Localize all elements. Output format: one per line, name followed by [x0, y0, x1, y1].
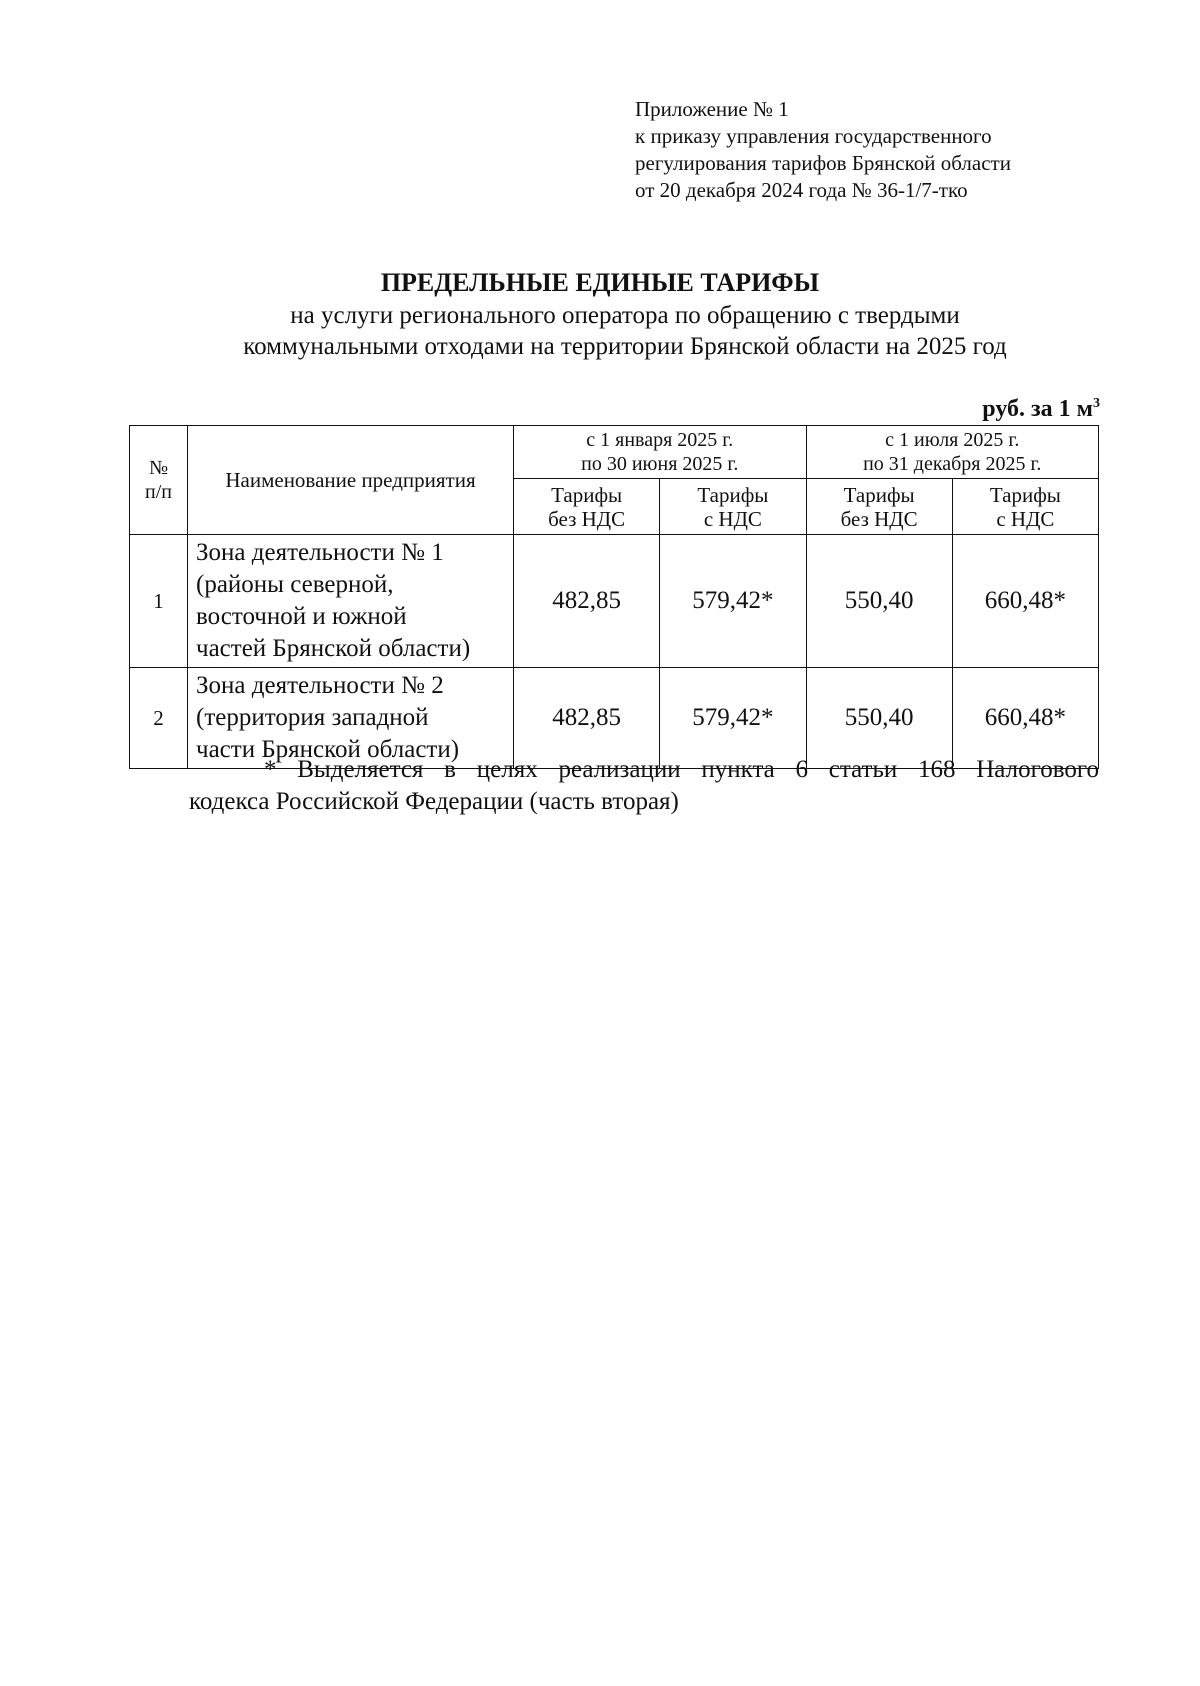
tariff-table — [129, 425, 1099, 769]
header-tariff-word: Тарифы — [989, 482, 1061, 507]
name-line: (районы северной, — [196, 571, 394, 598]
header-vat-label: с НДС — [703, 506, 762, 531]
header-vat-label: без НДС — [548, 506, 626, 531]
appendix-line: от 20 декабря 2024 года № 36-1/7-тко — [635, 178, 968, 202]
header-period-2 — [806, 426, 1099, 479]
header-vat-label: с НДС — [996, 506, 1055, 531]
name-line: частей Брянской области) — [196, 635, 471, 662]
name-line: (территория западной — [196, 704, 429, 731]
header-period-line: с 1 июля 2025 г. — [885, 429, 1020, 451]
row-number: 2 — [130, 668, 188, 769]
name-line: Зона деятельности № 1 — [196, 539, 444, 566]
unit-label — [900, 396, 1100, 423]
header-tariff-no-vat-2 — [806, 479, 952, 535]
tariff-value: 550,40 — [806, 535, 952, 668]
unit-superscript: 3 — [1093, 396, 1100, 411]
tariff-value: 660,48* — [952, 535, 1098, 668]
header-period-line: по 30 июня 2025 г. — [581, 453, 739, 475]
header-period-1 — [514, 426, 807, 479]
tariff-value: 550,40 — [806, 668, 952, 769]
appendix-line: к приказу управления государственного — [635, 124, 992, 148]
row-number: 1 — [130, 535, 188, 668]
document-subtitle — [0, 300, 1200, 362]
header-tariff-word: Тарифы — [551, 482, 623, 507]
header-tariff-word: Тарифы — [843, 482, 915, 507]
document-title: ПРЕДЕЛЬНЫЕ ЕДИНЫЕ ТАРИФЫ — [380, 268, 820, 297]
header-tariff-no-vat-1 — [514, 479, 660, 535]
footnote-line: * Выделяется в целях реализации пункта 6 статьи 168 Налогового — [264, 756, 1099, 783]
appendix-block — [635, 96, 1011, 204]
header-tariff-with-vat-1 — [660, 479, 806, 535]
header-num-line: № — [148, 457, 169, 479]
header-tariff-word: Тарифы — [697, 482, 769, 507]
tariff-value: 660,48* — [952, 668, 1098, 769]
subtitle-line: на услуги регионального оператора по обращению с твердыми — [290, 302, 960, 329]
header-tariff-with-vat-2 — [952, 479, 1098, 535]
header-num — [130, 426, 188, 535]
tariff-value: 579,42* — [660, 535, 806, 668]
name-line: части Брянской области) — [196, 736, 460, 763]
name-line: восточной и южной — [196, 603, 407, 630]
table-header-row — [130, 426, 1099, 479]
header-name: Наименование предприятия — [188, 426, 514, 535]
subtitle-line: коммунальными отходами на территории Брянской области на 2025 год — [243, 333, 1007, 360]
appendix-line: регулирования тарифов Брянской области — [635, 151, 1011, 175]
appendix-line: Приложение № 1 — [635, 97, 789, 121]
header-vat-label: без НДС — [840, 506, 918, 531]
tariff-value: 482,85 — [514, 668, 660, 769]
header-period-line: с 1 января 2025 г. — [586, 429, 734, 451]
unit-text: руб. за 1 м — [982, 396, 1093, 422]
footnote — [129, 754, 1099, 818]
row-enterprise-name — [188, 535, 514, 668]
footnote-line: кодекса Российской Федерации (часть вторая) — [189, 788, 679, 815]
name-line: Зона деятельности № 2 — [196, 672, 444, 699]
header-num-line: п/п — [145, 481, 172, 503]
tariff-value: 482,85 — [514, 535, 660, 668]
header-period-line: по 31 декабря 2025 г. — [863, 453, 1042, 475]
table-row — [130, 535, 1099, 668]
tariff-value: 579,42* — [660, 668, 806, 769]
